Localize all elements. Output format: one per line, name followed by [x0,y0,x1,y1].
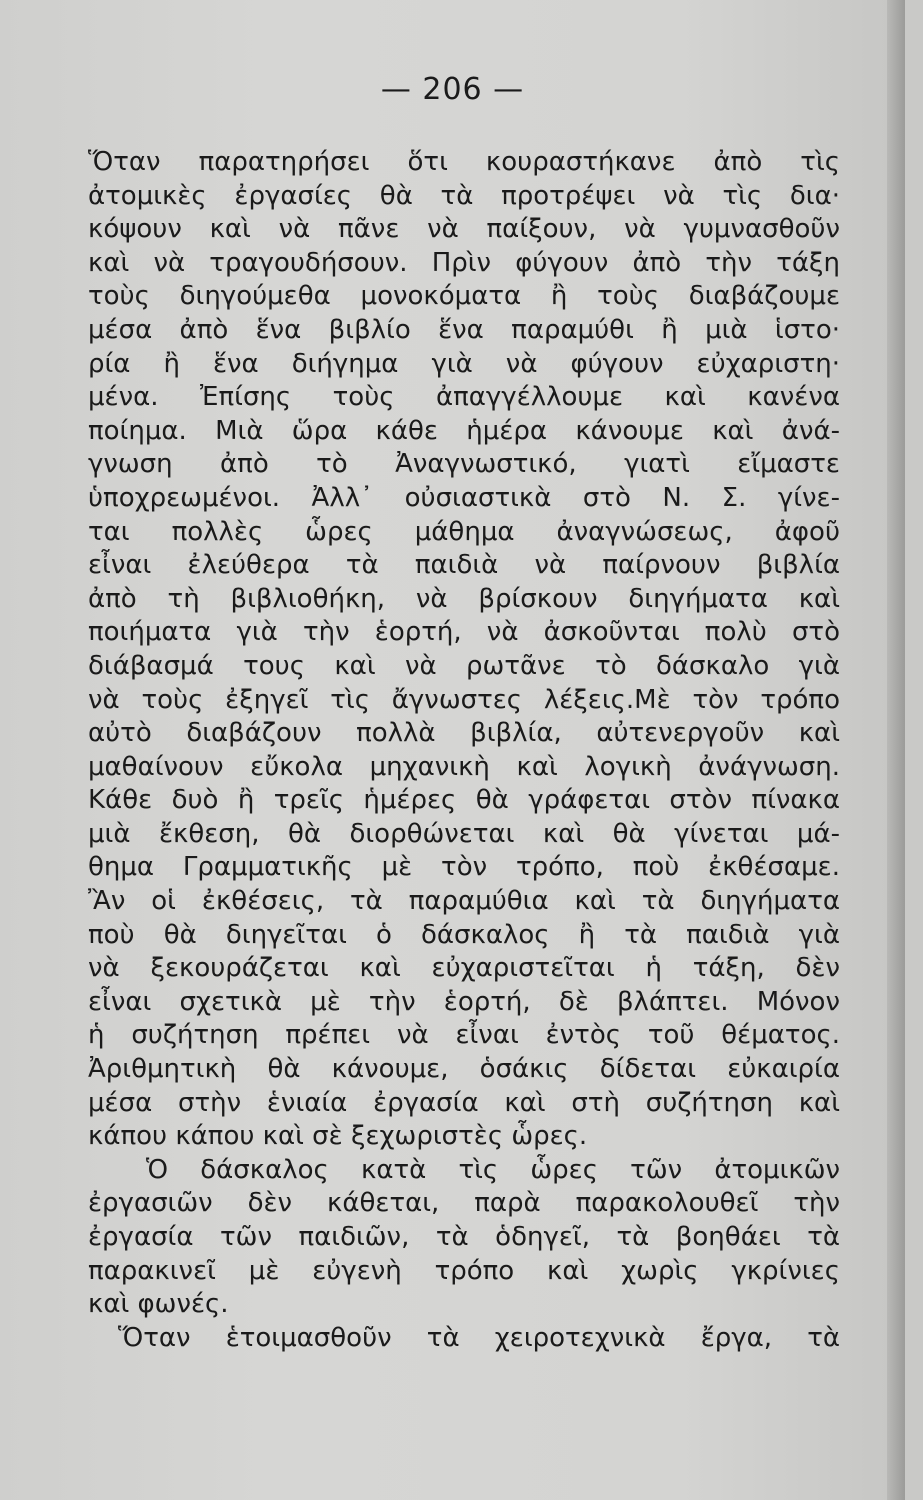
text-line: μένα. Ἐπίσης τοὺς ἀπαγγέλλουμε καὶ κανένα [88,382,840,413]
text-line: μέσα ἀπὸ ἕνα βιβλίο ἕνα παραμύθι ἢ μιὰ ἱστο· [88,314,840,345]
text-line: ἐργασία τῶν παιδιῶν, τὰ ὁδηγεῖ, τὰ βοηθάει τὰ [88,1222,840,1252]
page-number: — 206 — [380,72,525,107]
text-line: παρακινεῖ μὲ εὐγενὴ τρόπο καὶ χωρὶς γκρίνιες [88,1255,840,1286]
text-line: ποὺ θὰ διηγεῖται ὁ δάσκαλος ἢ τὰ παιδιὰ γιὰ [88,919,840,950]
text-line: διάβασμά τους καὶ νὰ ρωτᾶνε τὸ δάσκαλο γιὰ [88,650,840,681]
text-line: Ἀριθμητικὴ θὰ κάνουμε, ὁσάκις δίδεται εὐκαιρία [88,1054,840,1085]
text-line: ποιήματα γιὰ τὴν ἑορτή, νὰ ἀσκοῦνται πολὺ στὸ [88,617,840,648]
text-line: κόψουν καὶ νὰ πᾶνε νὰ παίξουν, νὰ γυμνασθοῦν [88,214,840,245]
text-line: Κάθε δυὸ ἢ τρεῖς ἡμέρες θὰ γράφεται στὸν πίνακα [88,785,840,816]
text-line: νὰ τοὺς ἐξηγεῖ τὶς ἄγνωστες λέξεις.Μὲ τὸν τρόπο [88,684,840,715]
text-line: εἶναι ἐλεύθερα τὰ παιδιὰ νὰ παίρνουν βιβλία [88,550,840,581]
text-line: κάπου κάπου καὶ σὲ ξεχωριστὲς ὧρες. [88,1121,588,1152]
text-line: μαθαίνουν εὔκολα μηχανικὴ καὶ λογικὴ ἀνάγνωση. [88,751,840,782]
body-text [88,146,840,1355]
text-line: ἐργασιῶν δὲν κάθεται, παρὰ παρακολουθεῖ τὴν [88,1188,840,1219]
text-line: μιὰ ἔκθεση, θὰ διορθώνεται καὶ θὰ γίνεται μά- [88,818,840,849]
text-line: θημα Γραμματικῆς μὲ τὸν τρόπο, ποὺ ἐκθέσαμε. [88,852,840,883]
text-line: ἡ συζήτηση πρέπει νὰ εἶναι ἐντὸς τοῦ θέματος. [88,1020,840,1051]
text-line: ἀτομικὲς ἐργασίες θὰ τὰ προτρέψει νὰ τὶς δια· [88,180,840,211]
text-line: Ὅταν ἑτοιμασθοῦν τὰ χειροτεχνικὰ ἔργα, τὰ [118,1322,840,1353]
page-edge [887,0,905,1500]
text-line: καὶ νὰ τραγουδήσουν. Πρὶν φύγουν ἀπὸ τὴν τάξη [88,247,840,278]
text-line: Ὅταν παρατηρήσει ὅτι κουραστήκανε ἀπὸ τὶς [88,147,840,177]
text-line: ται πολλὲς ὧρες μάθημα ἀναγνώσεως, ἀφοῦ [88,516,840,547]
text-line: μέσα στὴν ἑνιαία ἐργασία καὶ στὴ συζήτηση καὶ [88,1087,840,1118]
text-line: ρία ἢ ἕνα διήγημα γιὰ νὰ φύγουν εὐχαριστη· [88,348,840,379]
text-line: Ἂν οἱ ἐκθέσεις, τὰ παραμύθια καὶ τὰ διηγήματα [88,886,840,917]
text-line: Ὁ δάσκαλος κατὰ τὶς ὧρες τῶν ἀτομικῶν [146,1154,840,1185]
text-line: τοὺς διηγούμεθα μονοκόματα ἢ τοὺς διαβάζουμε [88,281,840,312]
text-line: καὶ φωνές. [88,1289,229,1320]
text-line: αὐτὸ διαβάζουν πολλὰ βιβλία, αὐτενεργοῦν καὶ [88,718,840,749]
text-line: ποίημα. Μιὰ ὥρα κάθε ἡμέρα κάνουμε καὶ ἀνά- [88,415,840,446]
text-line: νὰ ξεκουράζεται καὶ εὐχαριστεῖται ἡ τάξη, δὲν [88,953,840,984]
text-line: γνωση ἀπὸ τὸ Ἀναγνωστικό, γιατὶ εἴμαστε [88,449,840,480]
text-line: ἀπὸ τὴ βιβλιοθήκη, νὰ βρίσκουν διηγήματα καὶ [88,583,840,614]
text-line: εἶναι σχετικὰ μὲ τὴν ἑορτή, δὲ βλάπτει. Μόνον [88,986,840,1017]
text-line: ὑποχρεωμένοι. Ἀλλ᾽ οὐσιαστικὰ στὸ Ν. Σ. γίνε- [88,482,840,513]
